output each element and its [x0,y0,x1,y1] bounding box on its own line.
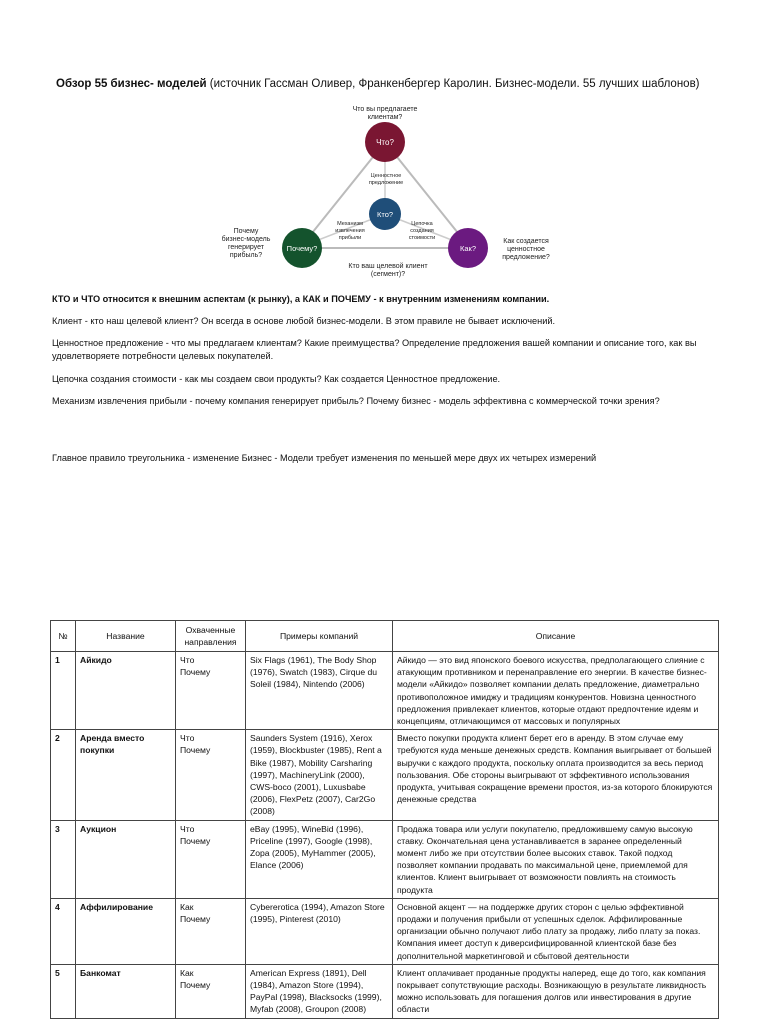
paragraph-client: Клиент - кто наш целевой клиент? Он всегда в основе любой бизнес-модели. В этом правиле не бывает исключений. [52,316,556,326]
business-models-table [50,620,719,1019]
how-caption: Как создается [503,238,549,245]
row-name: Аренда вместо покупки [76,730,176,820]
row-description: Клиент оплачивает проданные продукты наперед, еще до того, как компания покрывает сопутствующие расходы. Возникающую в результате ликвидность можно использовать для погашения долгов или инвестирования в другие области [393,964,719,1018]
what-caption: Что вы предлагаете [352,106,418,113]
page-title: Обзор 55 бизнес- моделей (источник Гассман Оливер, Франкенбергер Каролин. Бизнес-модели. 55 лучших шаблонов) [56,78,700,90]
table-row [51,820,719,898]
term: Клиент [52,316,83,326]
row-examples: Cybererotica (1994), Amazon Store (1995), Pinterest (2010) [246,898,393,964]
row-directions: Как Почему [176,964,246,1018]
who-caption: Кто ваш целевой клиент [348,263,428,270]
svg-text:прибыли: прибыли [338,235,362,241]
row-name: Банкомат [76,964,176,1018]
term: Механизм извлечения прибыли [52,396,187,406]
svg-text:бизнес-модель: бизнес-модель [221,236,271,243]
row-num: 1 [51,652,76,730]
row-directions: Что Почему [176,820,246,898]
row-name: Аукцион [76,820,176,898]
paragraph-profit-mechanism: Механизм извлечения прибыли - почему компания генерирует прибыль? Почему бизнес - модель эффективна с коммерческой точки зрения? [52,396,660,406]
svg-text:генерирует: генерирует [228,244,264,251]
row-num: 3 [51,820,76,898]
term: Цепочка создания стоимости [52,374,177,384]
row-examples: eBay (1995), WineBid (1996), Priceline (1997), Google (1998), Zopa (2005), MyHammer (2005), Elance (2006) [246,820,393,898]
table-row [51,730,719,820]
row-examples: American Express (1891), Dell (1984), Amazon Store (1994), PayPal (1998), Blacksocks (1999), Myfab (2008), Groupon (2008) [246,964,393,1018]
svg-text:клиентам?: клиентам? [367,114,403,121]
row-directions: Что Почему [176,730,246,820]
paragraph-dimensions: КТО и ЧТО относится к внешним аспектам (к рынку), а КАК и ПОЧЕМУ - к внутренним изменениям компании. [52,294,550,304]
paragraph-value-proposition: Ценностное предложение - что мы предлагаем клиентам? Какие преимущества? Определение предложения вашей компании и описание того, как вы удовлетворяете потребности целевых покупателей. [52,338,697,361]
row-description: Вместо покупки продукта клиент берет его в аренду. В этом случае ему требуются куда меньше денежных средств. Компания выигрывает от большей выручки с каждого продукта, поскольку оплата производится за весь период пользования. Обе стороны выигрывают от эффективного использования продукта, учитывая сокращение времени простоя, из-за которого блокируются денежные средства [393,730,719,820]
row-description: Основной акцент — на поддержке других сторон с целью эффективной продажи и получения прибыли от успешных сделок. Аффилированные организации обычно получают либо плату за продажу, либо плату за показ. Компания имеет доступ к диверсифицированной клиентской базе без дополнительной маркетинговой и сбытовой деятельности [393,898,719,964]
svg-text:предложение: предложение [368,180,404,186]
table-row [51,898,719,964]
who-label: Кто? [376,210,394,219]
value-proposition-label: Ценностное [370,173,402,179]
svg-text:извлечения: извлечения [335,228,365,234]
why-label: Почему? [286,244,318,253]
row-examples: Saunders System (1916), Xerox (1959), Blockbuster (1985), Rent a Bike (1987), Mobility Carsharing (1997), MachineryLink (2000), CWS-boco (2001), Luxusbabe (2006), FlexPetz (2007), Car2Go (2008) [246,730,393,820]
row-num: 5 [51,964,76,1018]
svg-text:стоимости: стоимости [408,235,436,241]
why-caption: Почему [233,228,259,235]
how-label: Как? [460,244,476,253]
header-num: № [51,621,76,652]
table-row [51,652,719,730]
header-examples: Примеры компаний [246,621,393,652]
row-num: 2 [51,730,76,820]
row-examples: Six Flags (1961), The Body Shop (1976), Swatch (1983), Cirque du Soleil (1984), Nintendo (2006) [246,652,393,730]
svg-text:(сегмент)?: (сегмент)? [370,271,406,278]
svg-text:предложение?: предложение? [502,254,550,261]
row-directions: Что Почему [176,652,246,730]
row-directions: Как Почему [176,898,246,964]
business-model-triangle [200,102,560,282]
row-name: Айкидо [76,652,176,730]
row-name: Аффилирование [76,898,176,964]
svg-text:создания: создания [410,228,434,234]
table-row [51,964,719,1018]
svg-text:ценностное: ценностное [507,246,545,253]
row-description: Айкидо — это вид японского боевого искусства, предполагающего слияние с атакующим противником и перенаправление его энергии. В качестве бизнес-модели «Айкидо» позволяет компании делать предложение, диаметрально противоположное имиджу и традициям конкурентов. Новизна ценностного предложения привлекает клиентов, которые отдают предпочтение идеям и концепциям, отличающимся от массовых и популярных [393,652,719,730]
row-num: 4 [51,898,76,964]
term: Ценностное предложение [52,338,164,348]
value-chain-label: Цепочка [411,221,433,227]
table-header-row [51,621,719,652]
svg-text:прибыль?: прибыль? [229,252,263,259]
header-directions: Охваченные направления [176,621,246,652]
paragraph-value-chain: Цепочка создания стоимости - как мы создаем свои продукты? Как создается Ценностное предложение. [52,374,501,384]
row-description: Продажа товара или услуги покупателю, предложившему самую высокую ставку. Окончательная цена устанавливается в заранее определенный момент либо же при отсутствии более высоких ставок. Такой подход позволяет компании продавать по максимальной цене, приемлемой для клиентов. Клиент выигрывает от возможности повлиять на стоимость продукта [393,820,719,898]
paragraph-triangle-rule: Главное правило треугольника - изменение Бизнес - Модели требует изменения по меньшей мере двух их четырех измерений [52,453,597,463]
what-label: Что? [376,138,394,147]
header-name: Название [76,621,176,652]
profit-mechanism-label: Механизм [337,221,363,227]
header-description: Описание [393,621,719,652]
